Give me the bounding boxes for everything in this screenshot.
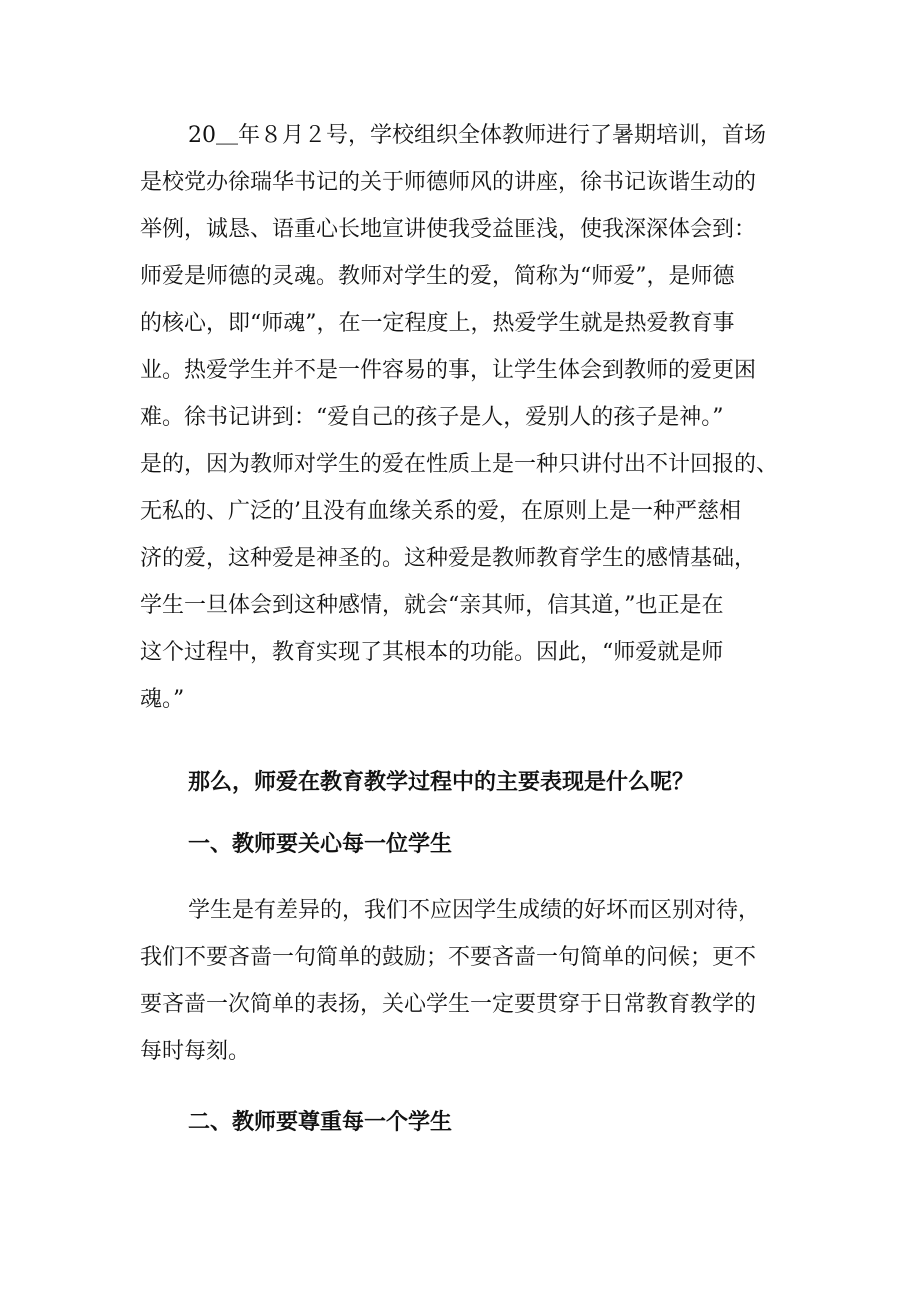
- paragraph-1-line-7: 难。徐书记讲到：“爱自己的孩子是人，爱别人的孩子是神。”: [140, 405, 724, 430]
- paragraph-2-line-4: 每时每刻。: [140, 1039, 251, 1064]
- paragraph-1-line-5: 的核心，即“师魂”，在一定程度上，热爱学生就是热爱教育事: [140, 311, 735, 336]
- paragraph-1-line-4: 师爱是师德的灵魂。教师对学生的爱，简称为“师爱”，是师德: [140, 264, 735, 289]
- section-1-heading: 一、教师要关心每一位学生: [188, 831, 453, 857]
- paragraph-1-line-2: 是校党办徐瑞华书记的关于师德师风的讲座，徐书记诙谐生动的: [140, 170, 757, 195]
- paragraph-2-line-1: 学生是有差异的，我们不应因学生成绩的好坏而区别对待，: [188, 898, 761, 923]
- section-2-heading: 二、教师要尊重每一个学生: [188, 1109, 453, 1135]
- paragraph-1-line-8: 是的，因为教师对学生的爱在性质上是一种只讲付出不计回报的、: [140, 452, 779, 477]
- paragraph-1-line-3: 举例，诚恳、语重心长地宣讲使我受益匪浅，使我深深体会到：: [140, 217, 757, 242]
- paragraph-1-line-13: 魂。”: [140, 687, 185, 712]
- paragraph-1-line-10: 济的爱，这种爱是神圣的。这种爱是教师教育学生的感情基础，: [140, 546, 757, 571]
- paragraph-1-line-12: 这个过程中，教育实现了其根本的功能。因此，“师爱就是师: [140, 640, 724, 665]
- paragraph-1-line-9: 无私的、广泛的’且没有血缘关系的爱，在原则上是一种严慈相: [140, 499, 741, 524]
- paragraph-1-line-11: 学生一旦体会到这种感情，就会“亲其师，信其道，”也正是在: [140, 593, 724, 618]
- paragraph-2-line-2: 我们不要吝啬一句简单的鼓励；不要吝啬一句简单的问候；更不: [140, 945, 757, 970]
- paragraph-1-line-1: 20＿年８月２号，学校组织全体教师进行了暑期培训，首场: [188, 123, 766, 148]
- question-heading: 那么，师爱在教育教学过程中的主要表现是什么呢？: [188, 769, 695, 795]
- paragraph-2-line-3: 要吝啬一次简单的表扬，关心学生一定要贯穿于日常教育教学的: [140, 992, 757, 1017]
- paragraph-1-line-6: 业。热爱学生并不是一件容易的事，让学生体会到教师的爱更困: [140, 358, 757, 383]
